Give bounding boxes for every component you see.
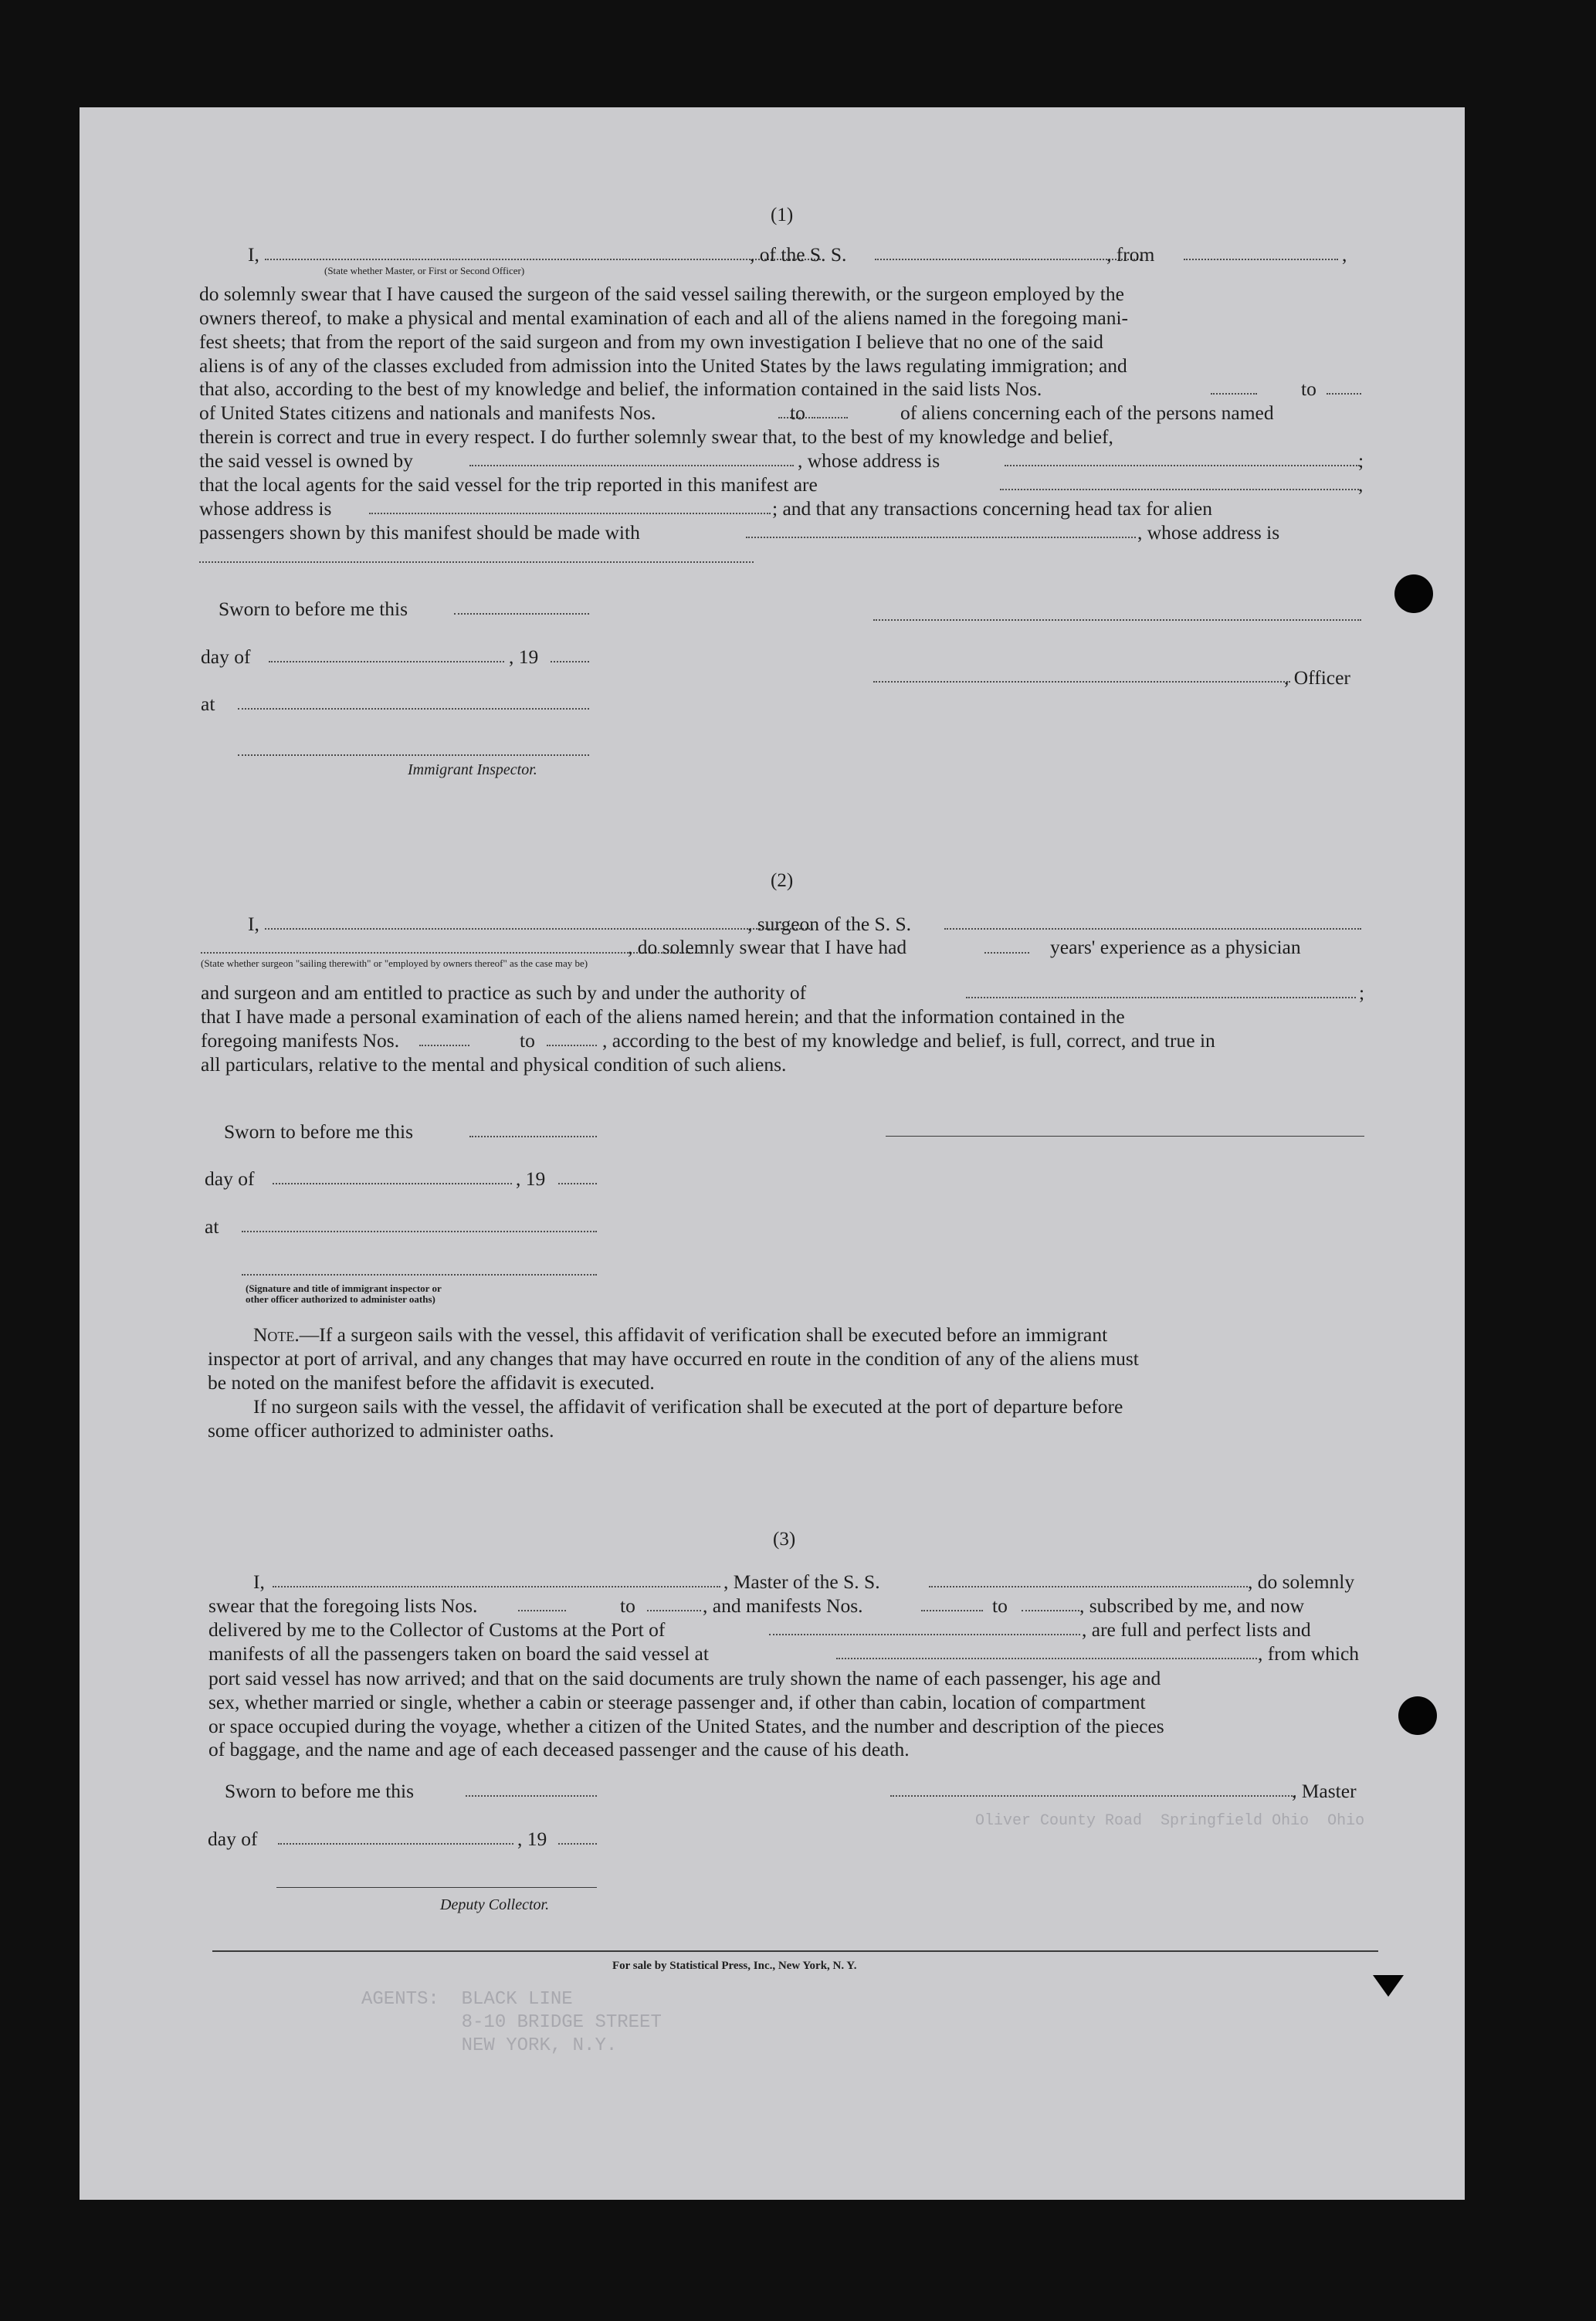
s3-to: to	[992, 1594, 1008, 1617]
s3-lists-text: swear that the foregoing lists Nos.	[208, 1594, 478, 1617]
section-3-heading: (3)	[773, 1529, 796, 1550]
s2-line: all particulars, relative to the mental and physical condition of such aliens.	[201, 1053, 787, 1076]
s1-lists-from-field[interactable]	[1211, 393, 1257, 395]
s1-line: fest sheets; that from the report of the said surgeon and from my own investigation I believe that no one of the said	[199, 330, 1103, 353]
s1-transactions-field[interactable]	[746, 537, 1136, 538]
s1-officer-label: , Officer	[1284, 666, 1350, 689]
s1-agents-address-field[interactable]	[369, 513, 771, 514]
s2-place-field[interactable]	[242, 1231, 597, 1232]
s1-line: therein is correct and true in every respect. I do further solemnly swear that, to the best of my knowledge and belief,	[199, 425, 1113, 448]
s3-manifests-to-field[interactable]	[1022, 1610, 1079, 1611]
agent-stamp: AGENTS: BLACK LINE 8-10 BRIDGE STREET NEW YORK, N.Y.	[361, 1989, 662, 2056]
s1-line: owners thereof, to make a physical and mental examination of each and all of the aliens named in the foregoing mani-	[199, 307, 1129, 329]
s3-line: port said vessel has now arrived; and that on the said documents are truly shown the name of each passenger, his age and	[208, 1667, 1161, 1689]
punch-hole-top	[1394, 574, 1433, 613]
s1-passengers-text: passengers shown by this manifest should be made with	[199, 521, 640, 544]
s3-delivered-text: delivered by me to the Collector of Customs at the Port of	[208, 1618, 666, 1641]
s3-manifests-text: , and manifests Nos.	[703, 1594, 863, 1617]
s3-subscribed-text: , subscribed by me, and now	[1079, 1594, 1305, 1617]
s3-master-of: , Master of the S. S.	[723, 1570, 880, 1593]
s1-whose-address: whose address is	[199, 497, 332, 520]
s1-line: do solemnly swear that I have caused the surgeon of the said vessel sailing therewith, or the surgeon employed by the	[199, 283, 1124, 305]
section-1-heading: (1)	[771, 205, 794, 225]
s2-note-line-1	[253, 1323, 1107, 1347]
corner-mark	[1373, 1975, 1404, 1997]
printer-footer: For sale by Statistical Press, Inc., New York, N. Y.	[612, 1960, 857, 1972]
s3-sworn-date-field[interactable]	[466, 1795, 597, 1797]
s1-place-field[interactable]	[238, 708, 589, 710]
s3-line: or space occupied during the voyage, whether a citizen of the United States, and the number and description of the pieces	[208, 1715, 1164, 1737]
s3-name-field[interactable]	[273, 1586, 720, 1587]
s1-address-text: , whose address is	[798, 449, 940, 472]
s2-note-label: Note.	[253, 1323, 300, 1346]
s3-lists-from-field[interactable]	[518, 1610, 566, 1611]
s3-full-text: , are full and perfect lists and	[1082, 1618, 1311, 1641]
s3-day-of: day of	[208, 1828, 258, 1850]
document-page	[80, 107, 1465, 2200]
s1-comma: ,	[1342, 243, 1347, 266]
s1-line: aliens is of any of the classes excluded from admission into the United States by the laws regulating immigration; and	[199, 354, 1127, 377]
s2-signature-line[interactable]	[886, 1136, 1364, 1137]
s1-i: I,	[248, 243, 259, 266]
s3-line: sex, whether married or single, whether a cabin or steerage passenger and, if other than cabin, location of compartment	[208, 1691, 1146, 1713]
s3-manifests-from-field[interactable]	[921, 1610, 983, 1611]
s3-year: , 19	[517, 1828, 547, 1850]
s2-sig-note-2: other officer authorized to administer oaths)	[246, 1293, 435, 1305]
s1-paragraph	[199, 282, 1364, 378]
s1-sworn: Sworn to before me this	[219, 598, 408, 620]
s3-departure-field[interactable]	[836, 1658, 1257, 1659]
s2-surgeon-of: , surgeon of the S. S.	[747, 913, 912, 935]
s2-note-line-4: If no surgeon sails with the vessel, the affidavit of verification shall be executed at the port of departure before	[253, 1395, 1123, 1418]
s1-address-line-field[interactable]	[199, 561, 754, 563]
s1-manifests-text: of United States citizens and nationals and manifests Nos.	[199, 402, 656, 424]
s1-year: , 19	[509, 645, 539, 668]
s3-solemnly: , do solemnly	[1248, 1570, 1355, 1593]
s1-agents-field[interactable]	[1000, 489, 1359, 490]
s1-owner-field[interactable]	[469, 465, 794, 466]
s3-collector-label: Deputy Collector.	[440, 1896, 550, 1913]
s3-vessel-field[interactable]	[929, 1586, 1248, 1587]
s1-officer-note: (State whether Master, or First or Second Officer)	[324, 265, 525, 276]
s2-month-field[interactable]	[273, 1183, 512, 1184]
s1-agents-text: that the local agents for the said vessel for the trip reported in this manifest are	[199, 473, 818, 496]
s1-owned-text: the said vessel is owned by	[199, 449, 413, 472]
s2-semicolon: ;	[1359, 981, 1365, 1004]
s2-note-line-2: inspector at port of arrival, and any changes that may have occurred en route in the condition of any of the aliens must	[208, 1347, 1139, 1370]
s2-manifests-from-field[interactable]	[419, 1045, 469, 1046]
s2-to: to	[520, 1029, 535, 1052]
s3-taken-text: manifests of all the passengers taken on board the said vessel at	[208, 1642, 709, 1665]
s3-line: of baggage, and the name and age of each deceased passenger and the cause of his death.	[208, 1738, 910, 1760]
s2-years-text: years' experience as a physician	[1050, 936, 1301, 958]
s1-officer-field[interactable]	[873, 681, 1290, 683]
s3-lists-to-field[interactable]	[647, 1610, 701, 1611]
s3-collector-signature-line[interactable]	[276, 1887, 597, 1888]
s1-month-field[interactable]	[269, 661, 504, 662]
s2-authority-text: and surgeon and am entitled to practice as such by and under the authority of	[201, 981, 807, 1004]
s3-year-field[interactable]	[558, 1843, 597, 1845]
s1-lists-text: that also, according to the best of my knowledge and belief, the information contained in the said lists Nos.	[199, 378, 1042, 400]
s1-lists-to-field[interactable]	[1327, 393, 1361, 395]
s2-note-line-5: some officer authorized to administer oaths.	[208, 1419, 554, 1442]
s1-manifests-to-field[interactable]	[817, 417, 848, 418]
s2-i: I,	[248, 913, 259, 935]
s2-at: at	[205, 1215, 219, 1238]
s2-name-field[interactable]	[265, 928, 813, 930]
s2-swear-text: , do solemnly swear that I have had	[628, 936, 907, 958]
s1-whose-address-is: , whose address is	[1137, 521, 1280, 544]
s2-surgeon-note: (State whether surgeon "sailing therewith" or "employed by owners thereof" as the case may be)	[201, 957, 588, 969]
s2-manifests-text: foregoing manifests Nos.	[201, 1029, 400, 1052]
s1-name-field[interactable]	[265, 259, 821, 260]
s3-paragraph	[208, 1666, 1372, 1738]
s1-sworn-date-field[interactable]	[454, 613, 589, 615]
s3-month-field[interactable]	[278, 1843, 513, 1845]
s1-comma: ,	[1358, 473, 1364, 496]
s1-aliens-text: of aliens concerning each of the persons named	[900, 402, 1274, 424]
s2-day-of: day of	[205, 1167, 255, 1190]
s1-inspector-signature-field[interactable]	[238, 754, 589, 756]
s3-port-field[interactable]	[769, 1634, 1080, 1635]
s1-day-of: day of	[201, 645, 251, 668]
punch-hole-bottom	[1398, 1696, 1437, 1735]
s3-sworn: Sworn to before me this	[225, 1780, 415, 1802]
footer-rule	[212, 1950, 1378, 1952]
s2-year: , 19	[516, 1167, 546, 1190]
s2-signature-field[interactable]	[242, 1274, 597, 1276]
s1-officer-signature-field[interactable]	[873, 619, 1361, 621]
s1-at: at	[201, 693, 215, 715]
s2-note-line-3: be noted on the manifest before the affidavit is executed.	[208, 1371, 655, 1394]
s1-semicolon: ;	[1358, 449, 1364, 472]
s1-year-field[interactable]	[551, 661, 589, 662]
s1-owner-address-field[interactable]	[1005, 465, 1360, 466]
s1-vessel-field[interactable]	[875, 259, 1141, 260]
s2-manifests-to-field[interactable]	[547, 1045, 597, 1046]
s1-port-field[interactable]	[1184, 259, 1338, 260]
s3-to: to	[620, 1594, 635, 1617]
s3-i: I,	[253, 1570, 265, 1593]
s1-to: to	[1301, 378, 1316, 400]
s2-line: that I have made a personal examination of each of the aliens named herein; and that the information contained in the	[201, 1005, 1125, 1028]
s3-master-label: , Master	[1292, 1780, 1357, 1802]
s1-inspector-label: Immigrant Inspector.	[408, 761, 537, 778]
bleed-through-text: Oliver County Road Springfield Ohio Ohio	[975, 1812, 1365, 1830]
s2-years-field[interactable]	[984, 952, 1029, 954]
s1-to: to	[790, 402, 805, 424]
s2-note-text: —If a surgeon sails with the vessel, this affidavit of verification shall be executed before an immigrant	[299, 1323, 1108, 1346]
s2-year-field[interactable]	[558, 1183, 597, 1184]
s2-according-text: , according to the best of my knowledge and belief, is full, correct, and true in	[602, 1029, 1215, 1052]
s1-from: , from	[1106, 243, 1155, 266]
s2-sig-note-1: (Signature and title of immigrant inspector or	[246, 1282, 442, 1294]
s2-vessel-field[interactable]	[944, 928, 1361, 930]
s1-headtax-text: ; and that any transactions concerning head tax for alien	[772, 497, 1212, 520]
s3-from-which: , from which	[1258, 1642, 1360, 1665]
s2-authority-field[interactable]	[966, 997, 1356, 998]
s3-master-signature-field[interactable]	[890, 1795, 1296, 1797]
section-2-heading: (2)	[771, 870, 794, 891]
s1-of-ss: , of the S. S.	[750, 243, 847, 266]
s2-sworn-date-field[interactable]	[469, 1136, 597, 1137]
s2-sworn: Sworn to before me this	[224, 1120, 414, 1143]
